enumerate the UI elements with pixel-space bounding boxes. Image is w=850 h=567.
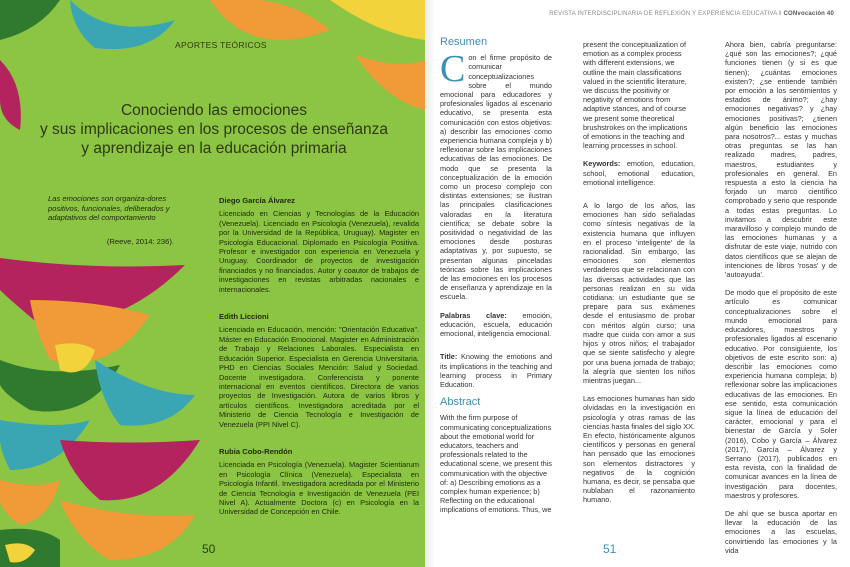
shape-magenta-lower (60, 440, 200, 500)
shape-teal-mid (95, 360, 195, 426)
author-bio: Licenciada en Psicología (Venezuela). Magister Scientiarum en Psicología Clínica (Venezuela). Especialista en Psicología Infantil. Investigadora acreditada por el Ministerio de Ciencia Tecnología e Investigación de Venezuela (PEI Nivel A). Actualmente Doctora (c) en Psicología en la Universidad de Concepción en Chile. (219, 460, 419, 517)
right-page (425, 0, 850, 567)
epigraph: Las emociones son organiza-dores positivos, funcionales, deliberados y adaptativos del comportamiento (48, 194, 170, 223)
shape-teal-top (70, 0, 175, 49)
body-paragraph: Las emociones humanas han sido olvidadas en la investigación en psicología y otras ramas de las ciencias hasta finales del siglo XX. En efecto, históricamente algunos científicos y personas en general han pensado que las emociones son elementos distractores y negativos de la cognición humana, es decir, se pensaba que nublaban el razonamiento humano. (583, 394, 695, 505)
running-head-brand: CONvocación (783, 11, 826, 17)
abstract-continuation: present the conceptualization of emotion as a complex process with different extensions, we outline the main classifications valued in the scientific literature, we discuss the positivity or negativity of emotions from adaptive stances, and of course we present some theoretical brushstrokes on the implications of emotions in the teaching and learning processes in school. (583, 40, 688, 151)
resumen-heading: Resumen (440, 36, 488, 48)
abstract-text: With the firm purpose of communicating conceptualizations about the emotional world for educators, teachers and professionals related to the educational scene, we present this communication with the objective of: a) Describing emotions as a complex human experience; b) Reflecting on the educational implications of emotions. Thus, we (440, 413, 552, 515)
running-head: REVISTA INTERDISCIPLINARIA DE REFLEXIÓN Y EXPERIENCIA EDUCATIVA ‖ CONvocación 40 (549, 11, 834, 17)
author-name: Edith Liccioni (219, 312, 269, 322)
resumen-paragraph (440, 48, 552, 302)
body-paragraph: De ahí que se busca aportar en llevar la educación de las emociones a las escuelas, convirtiendo las emociones y la vida (725, 508, 837, 555)
page-number-left: 50 (202, 542, 216, 556)
author-name: Rubia Cobo-Rendón (219, 446, 293, 456)
gutter-shadow (425, 0, 435, 567)
body-paragraph: A lo largo de los años, las emociones han sido señaladas como síntesis negativas de la existencia humana que influyen en el proceso 'inteligente' de la racionalidad. Sin embargo, las emociones son elementos verdaderos que se relacionan con las diversas actividades que las personas realizan en su vida cotidiana: un estudiante que se prepare para sus exámenes desde el entusiasmo de probar con méritos algún curso; una madre que cuida con amor a sus hijos y otros niños; el trabajador que se siente satisfecho y alegre por una buena jornada de trabajo; la alegría que sienten los niños mientras juegan... (583, 201, 695, 385)
keywords-label: Keywords: (583, 159, 621, 169)
palabras-text: emoción, educación, escuela, educación emocional, inteligencia emocional. (440, 310, 552, 339)
body-paragraph: Ahora bien, cabría preguntarse: ¿qué son las emociones?; ¿qué funciones tienen (y si es que tienen); ¿cuántas emociones existen?; ¿se entiende también por emoción a los sentimientos y estados de ánimo?; ¿hay emociones negativas? y ¿hay emociones positivas?; ¿tienen algún beneficio las emociones para nosotros?... estas y muchas otras preguntas se las han realizado madres, padres, maestros, estudiantes y profesionales en general. En respuesta a esto la ciencia ha forjado un marco científico comprobado y serio que responde a todas estas preguntas. Lo invitamos a descubrir este maravilloso y complejo mundo de las emociones humanas y a disfrutar de este viaje, nutrido con datos científicos que se alejan de intenciones de libros 'rosas' y de 'autoayuda'. (725, 40, 837, 280)
title-line-1: Conociendo las emociones (120, 102, 308, 119)
abstract-heading: Abstract (440, 396, 481, 409)
shape-orange-top (210, 0, 330, 40)
keywords-text: emotion, education, school, emotional education, emotional intelligence. (583, 159, 695, 187)
authors-block (219, 196, 419, 535)
shape-orange-lower (0, 480, 60, 525)
author-name: Diego García Álvarez (219, 196, 295, 205)
section-label: APORTES TEÓRICOS (175, 40, 267, 50)
english-title (440, 352, 552, 389)
page-number-right: 51 (603, 542, 617, 556)
title-en-text: Knowing the emotions and its implications in the teaching and learning process in Primary Education. (440, 352, 553, 389)
article-title (14, 101, 414, 158)
body-paragraph: De modo que el propósito de este artículo es comunicar conceptualizaciones sobre el mundo emocional para educadores, maestros y profesionales ligados al escenario educativo. Por consiguiente, los objetivos de este escrito son: a) describir las emociones como experiencia humana compleja; b) reflexionar sobre las implicaciones educativas de las emociones. En ese sentido, esta comunicación sigue la línea de educación del carácter, emocional y para el bienestar de García y Soler (2016), Cobo y García – Álvarez (2017), García – Álvarez y Serrano (2017), publicados en esta revista, con la finalidad de comunicar avances en la línea de investigación para docentes, maestros y profesores. (725, 288, 837, 500)
shape-yellow-top (330, 0, 425, 40)
palabras-clave (440, 311, 552, 339)
author-bio: Licenciado en Ciencias y Tecnologías de la Educación (Venezuela). Licenciado en Psicología (Venezuela), revalida por la Universidad de la República, Uruguay). Magister en Psicología Educacional. Diplomado en Psicología Positiva. Profesor e investigador con experiencia en Venezuela y Uruguay. Coordinador de proyectos de investigación financiados y no financiados. Autor y coautor de trabajos de investigaciones en revistas arbitradas nacionales e internacionales. (219, 209, 419, 294)
shape-orange-bottom (60, 500, 195, 560)
palabras-label: Palabras clave: (440, 310, 507, 320)
keywords (583, 159, 695, 187)
resumen-text: on el firme propósito de comunicar conceptualizaciones sobre el mundo emocional para educadores y profesionales ligados al escenario educativo, se presenta esta comunicación con estos objetivos: a) describir las emociones como experiencia humana compleja y b) reflexionar sobre las implicaciones educativas de las emociones. De modo que se presenta la conceptualización de la emoción como un proceso complejo con distintas extensiones; se ilustran las principales clasificaciones valoradas en la literatura científica; se debate sobre la positividad o negatividad de las emociones desde posturas adaptativas y, por supuesto, se presentan algunas pinceladas teóricas sobre las implicaciones de las emociones en los procesos de enseñanza y aprendizaje en la escuela. (440, 53, 552, 302)
title-line-2: y sus implicaciones en los procesos de enseñanza (39, 121, 389, 138)
running-head-text: REVISTA INTERDISCIPLINARIA DE REFLEXIÓN Y EXPERIENCIA EDUCATIVA (549, 11, 778, 17)
drop-cap: C (440, 48, 466, 91)
running-head-number: 40 (826, 11, 834, 17)
shape-dark-green-top (0, 0, 60, 40)
author-bio: Licenciada en Educación, mención: "Orientación Educativa". Máster en Educación Emocional. Magister en Administración de Trabajo y Relaciones Laborales. Especialista en Educación Superior. Especialista en Gerencia Universitaria. PHD en Ciencias Sociales Mención: Salud y Sociedad. Docente investigadora. Conferencista y ponente internacional en eventos científicos. Directora de varios proyectos de Investigación. Autora de varios libros y artículos científicos. Investigadora acreditada por el Ministerio de Ciencia Tecnología e Investigación de Venezuela (PPI Nivel C). (219, 325, 419, 429)
column-3 (725, 40, 837, 564)
shape-yellow-mid (55, 343, 95, 372)
epigraph-citation: (Reeve, 2014: 236). (106, 237, 174, 246)
title-line-3: y aprendizaje en la educación primaria (81, 140, 347, 157)
column-1 (440, 38, 552, 524)
column-2 (583, 40, 695, 514)
title-en-label: Title: (440, 352, 458, 362)
